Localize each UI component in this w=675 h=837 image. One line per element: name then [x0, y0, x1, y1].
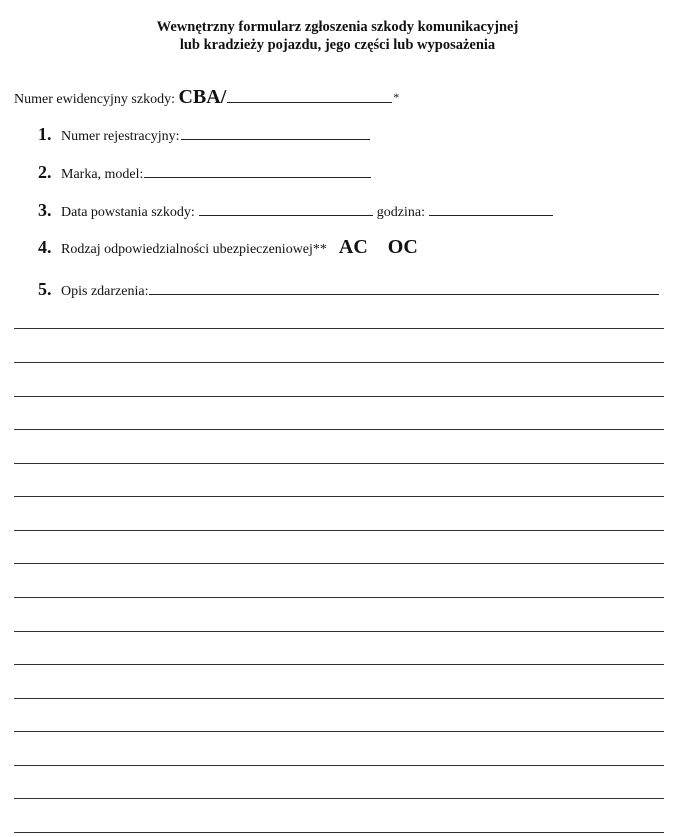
description-line[interactable] — [14, 496, 664, 497]
liability-type-label: Rodzaj odpowiedzialności ubezpieczeniowej** — [61, 242, 327, 257]
field-number: 3. — [38, 200, 52, 220]
field-number: 4. — [38, 237, 52, 257]
claim-number-field[interactable] — [227, 89, 392, 103]
description-line[interactable] — [14, 563, 664, 564]
damage-date-field[interactable] — [199, 202, 373, 216]
field-liability-row — [38, 236, 418, 259]
field-number: 5. — [38, 279, 52, 299]
registration-number-field[interactable] — [181, 126, 370, 140]
description-line[interactable] — [14, 698, 664, 699]
registration-number-label: Numer rejestracyjny: — [61, 129, 180, 144]
description-line[interactable] — [14, 362, 664, 363]
make-model-label: Marka, model: — [61, 167, 144, 182]
description-line[interactable] — [14, 597, 664, 598]
option-ac[interactable]: AC — [338, 236, 368, 258]
form-title-line-1: Wewnętrzny formularz zgłoszenia szkody komunikacyjnej — [156, 19, 519, 35]
description-line[interactable] — [14, 463, 664, 464]
field-number: 1. — [38, 124, 52, 144]
description-line[interactable] — [14, 328, 664, 329]
description-label: Opis zdarzenia: — [61, 284, 149, 299]
damage-hour-field[interactable] — [429, 202, 553, 216]
description-line[interactable] — [14, 664, 664, 665]
description-line[interactable] — [14, 731, 664, 732]
field-date-row — [38, 200, 553, 221]
description-field-first-line[interactable] — [149, 281, 659, 295]
option-oc[interactable]: OC — [387, 236, 418, 258]
form-title-line-2: lub kradzieży pojazdu, jego części lub wyposażenia — [179, 37, 496, 53]
claim-number-prefix: CBA/ — [178, 86, 227, 108]
damage-hour-label: godzina: — [376, 205, 425, 220]
field-description-row — [38, 279, 659, 300]
description-line[interactable] — [14, 832, 664, 833]
description-line[interactable] — [14, 631, 664, 632]
form-title — [0, 18, 675, 54]
field-registration-row — [38, 124, 370, 145]
field-make-model-row — [38, 162, 371, 183]
description-line[interactable] — [14, 530, 664, 531]
description-line[interactable] — [14, 429, 664, 430]
damage-date-label: Data powstania szkody: — [61, 205, 195, 220]
make-model-field[interactable] — [144, 164, 371, 178]
claim-number-label: Numer ewidencyjny szkody: — [14, 92, 175, 107]
description-line[interactable] — [14, 798, 664, 799]
claim-number-row — [14, 86, 399, 109]
claim-number-footnote-marker: * — [393, 90, 400, 104]
description-line[interactable] — [14, 765, 664, 766]
field-number: 2. — [38, 162, 52, 182]
description-line[interactable] — [14, 396, 664, 397]
